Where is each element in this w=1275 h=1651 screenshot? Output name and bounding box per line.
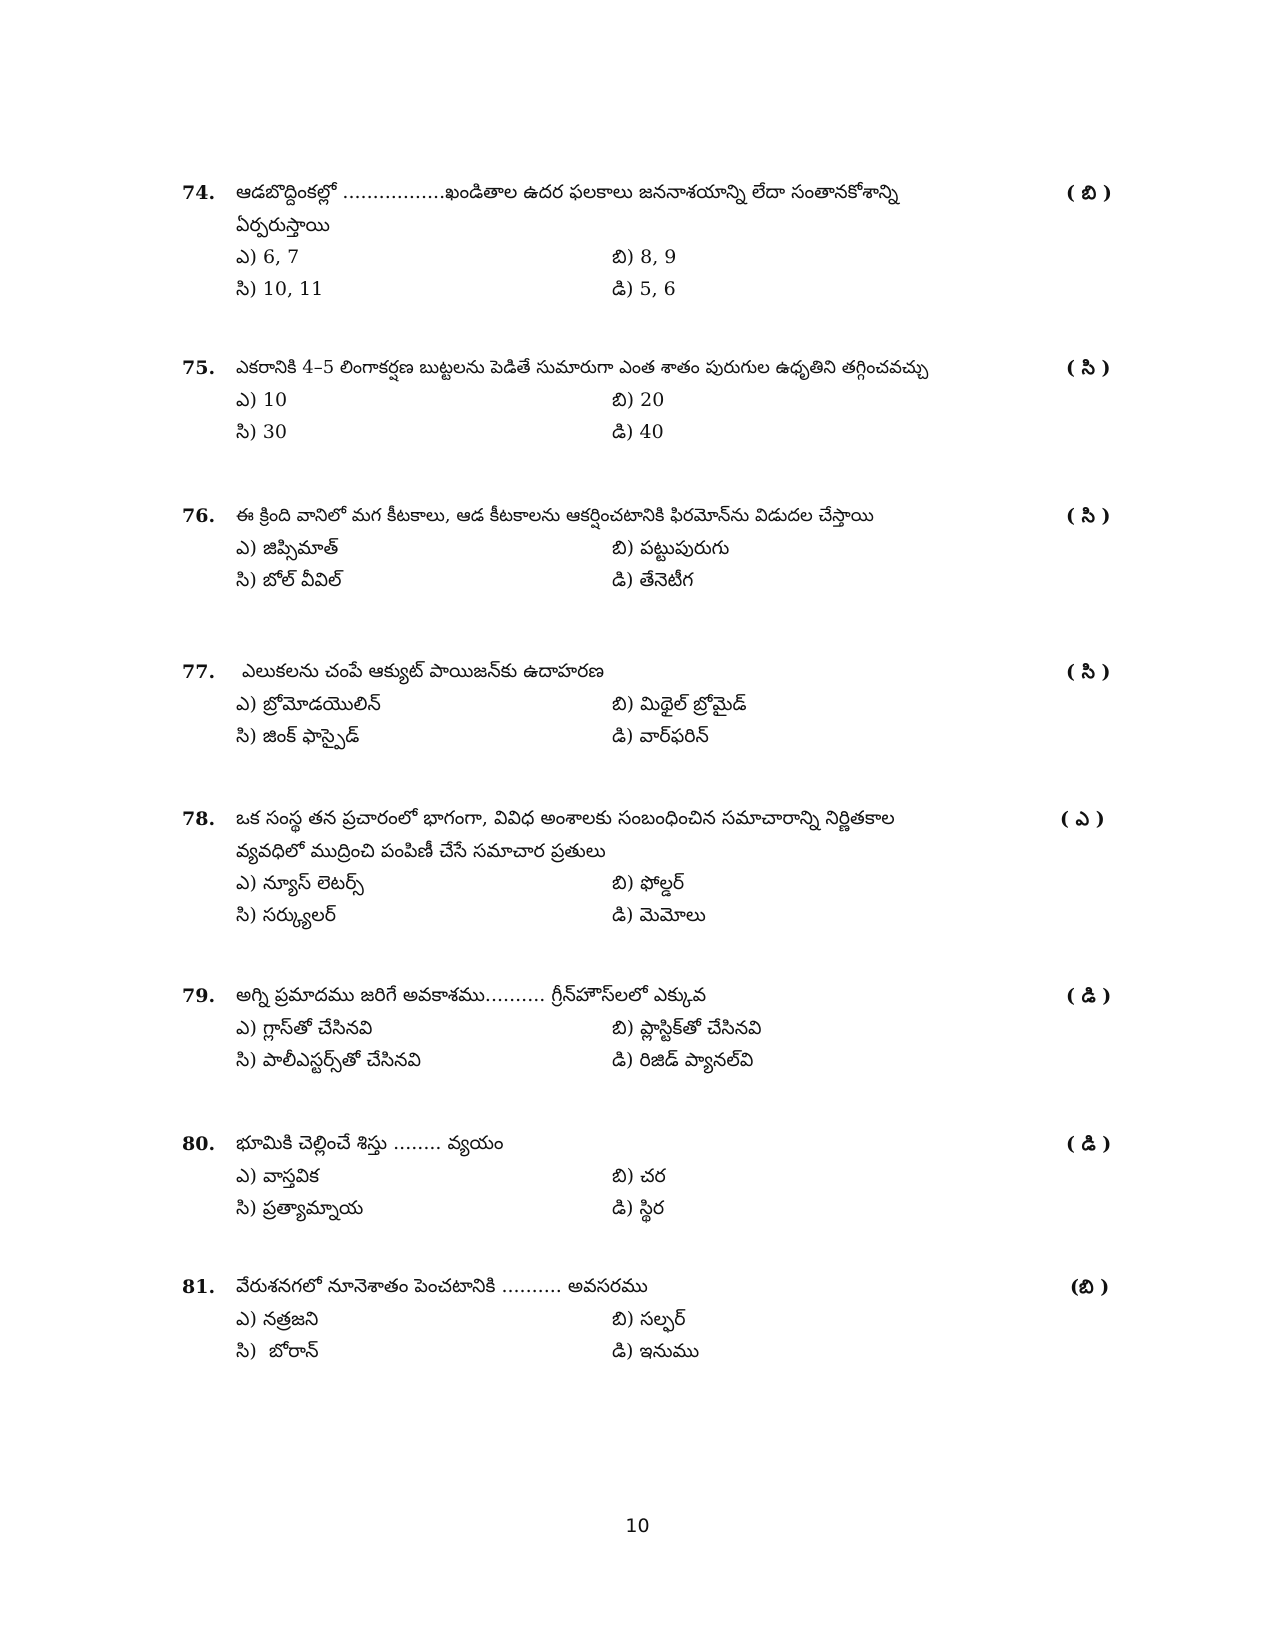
answer-key: ( సి ) <box>1066 661 1111 683</box>
option-b: బి) చర <box>612 1165 666 1187</box>
option-b: బి) పట్టుపురుగు <box>612 537 730 559</box>
option-d: డి) స్థిర <box>612 1197 665 1219</box>
option-d: డి) రిజిడ్ ప్యానల్‌వి <box>612 1049 754 1071</box>
question-number: 76. <box>182 505 216 527</box>
question-text: ఒక సంస్థ తన ప్రచారంలో భాగంగా, వివిధ అంశాలకు సంబంధించిన సమాచారాన్ని నిర్ణితకాల వ్యవధిలో ముద్రించి పంపిణీ చేసే సమాచార ప్రతులు <box>236 807 895 862</box>
question-number: 74. <box>182 182 216 204</box>
option-a: ఎ) నత్రజని <box>236 1308 319 1330</box>
question-number: 75. <box>182 357 216 379</box>
question-text: ఎకరానికి 4–5 లింగాకర్షణ బుట్టలను పెడితే సుమారుగా ఎంత శాతం పురుగుల ఉధృతిని తగ్గించవచ్చు <box>236 357 929 378</box>
option-d: డి) 40 <box>612 421 664 443</box>
option-c: సి) 30 <box>236 421 287 443</box>
question-text: ఎలుకలను చంపే ఆక్యుట్ పాయిజన్‌కు ఉదాహరణ <box>236 660 605 682</box>
option-c: సి) సర్క్యులర్ <box>236 904 337 926</box>
option-d: డి) తేనెటీగ <box>612 569 694 591</box>
option-a: ఎ) జిప్సిమాత్ <box>236 537 339 559</box>
question-number: 79. <box>182 985 216 1007</box>
answer-key: (బి ) <box>1070 1276 1110 1298</box>
option-a: ఎ) 10 <box>236 389 288 411</box>
answer-key: ( సి ) <box>1066 505 1111 527</box>
option-c: సి) బోల్ వీవిల్ <box>236 569 342 591</box>
option-b: బి) సల్ఫర్ <box>612 1308 686 1330</box>
question-text: ఆడబొద్దింకల్లో .................ఖండితాల ఉదర ఫలకాలు జననాశయాన్ని లేదా సంతానకోశాన్ని ఏర్పరుస్తాయి <box>236 181 899 236</box>
question-number: 77. <box>182 661 216 683</box>
question-text: భూమికి చెల్లించే శిస్తు ........ వ్యయం <box>236 1132 504 1154</box>
question-number: 78. <box>182 808 216 830</box>
option-d: డి) ఇనుము <box>612 1340 700 1362</box>
page-number: 10 <box>625 1515 650 1537</box>
option-a: ఎ) గ్లాస్‌తో చేసినవి <box>236 1017 373 1039</box>
option-c: సి) జింక్ ఫాస్పైడ్ <box>236 725 360 747</box>
answer-key: ( డి ) <box>1066 1133 1112 1155</box>
option-c: సి) పాలీఎస్టర్స్‌తో చేసినవి <box>236 1049 421 1071</box>
option-d: డి) 5, 6 <box>612 278 676 300</box>
option-c: సి) 10, 11 <box>236 278 324 300</box>
question-text: అగ్ని ప్రమాదము జరిగే అవకాశము.......... గ్రీన్‌హౌస్‌లలో ఎక్కువ <box>236 984 707 1006</box>
question-text: ఈ క్రింది వానిలో మగ కీటకాలు, ఆడ కీటకాలను ఆకర్షించటానికి ఫిరమోన్‌ను విడుదల చేస్తాయి <box>236 505 874 526</box>
option-b: బి) ఫోల్డర్ <box>612 872 685 894</box>
option-a: ఎ) న్యూస్ లెటర్స్ <box>236 872 364 894</box>
question-number: 81. <box>182 1276 216 1298</box>
option-c: సి) ప్రత్యామ్నాయ <box>236 1197 364 1219</box>
option-a: ఎ) బ్రోమోడయొలిన్ <box>236 693 381 715</box>
option-d: డి) మెమోలు <box>612 904 706 926</box>
option-a: ఎ) 6, 7 <box>236 246 300 268</box>
answer-key: ( బి ) <box>1066 182 1112 204</box>
option-a: ఎ) వాస్తవిక <box>236 1165 320 1187</box>
option-d: డి) వార్‌ఫరిన్ <box>612 725 709 747</box>
question-number: 80. <box>182 1133 216 1155</box>
option-b: బి) మిథైల్ బ్రోమైడ్ <box>612 693 747 715</box>
option-b: బి) ప్లాస్టిక్‌తో చేసినవి <box>612 1017 762 1039</box>
question-text: వేరుశనగలో నూనెశాతం పెంచటానికి .......... అవసరము <box>236 1275 648 1297</box>
answer-key: ( ఎ ) <box>1060 808 1105 830</box>
answer-key: ( సి ) <box>1066 357 1111 379</box>
option-b: బి) 8, 9 <box>612 246 677 268</box>
answer-key: ( డి ) <box>1066 985 1112 1007</box>
option-c: సి) బోరాన్ <box>236 1340 319 1362</box>
option-b: బి) 20 <box>612 389 665 411</box>
